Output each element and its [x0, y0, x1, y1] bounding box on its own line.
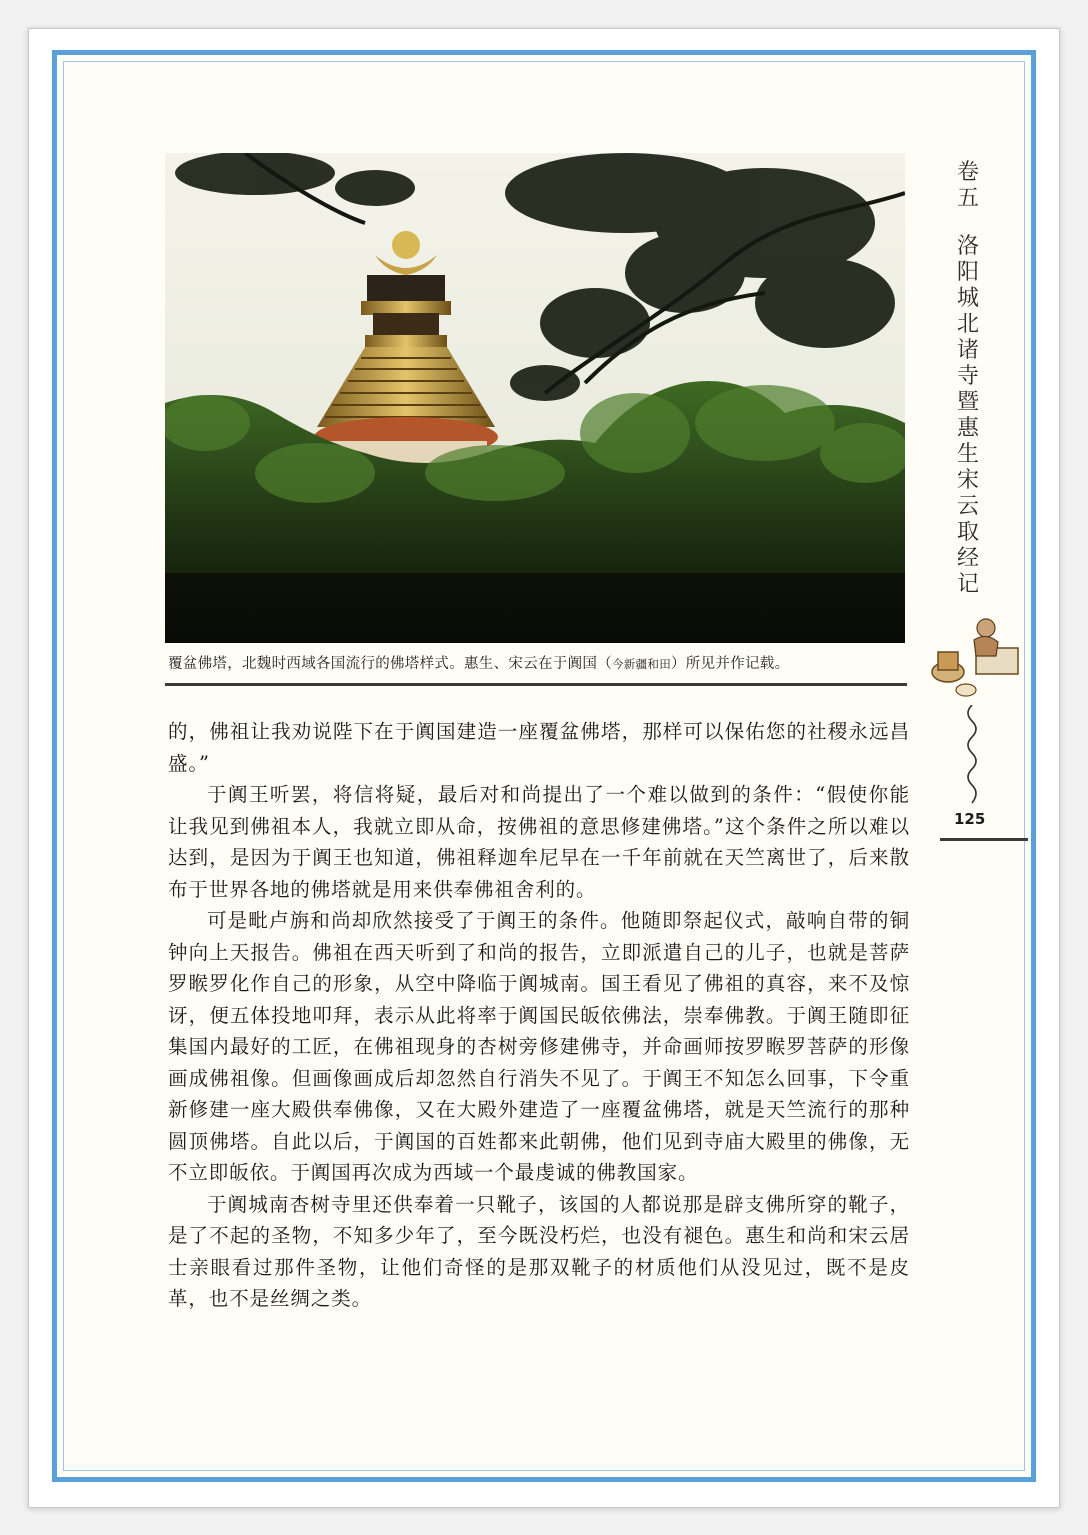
title-char: 暨 [956, 390, 979, 415]
decorative-squiggle [962, 705, 982, 805]
title-char: 城 [956, 286, 979, 311]
page-number-rule [940, 838, 1028, 841]
body-text [168, 716, 910, 1315]
paragraph-4: 于阗城南杏树寺里还供奉着一只靴子，该国的人都说那是辟支佛所穿的靴子，是了不起的圣物，不知多少年了，至今既没朽烂，也没有褪色。惠生和尚和宋云居士亲眼看过那件圣物，让他们奇怪的是那双靴子的材质他们从没见过，既不是皮革，也不是丝绸之类。 [168, 1192, 910, 1310]
title-char: 生 [956, 442, 979, 467]
chapter-title-vertical [948, 160, 988, 598]
title-char: 阳 [956, 260, 979, 285]
page-number: 125 [954, 810, 986, 828]
title-char: 记 [956, 572, 979, 597]
title-char: 云 [956, 494, 979, 519]
caption-rule [165, 683, 907, 686]
paragraph-2: 于阗王听罢，将信将疑，最后对和尚提出了一个难以做到的条件：“假使你能让我见到佛祖本人，我就立即从命，按佛祖的意思修建佛塔。”这个条件之所以难以达到，是因为于阗王也知道，佛祖释迦牟尼早在一千年前就在天竺离世了，后来散布于世界各地的佛塔就是用来供奉佛祖舍利的。 [168, 783, 910, 901]
caption-main: 覆盆佛塔，北魏时西域各国流行的佛塔样式。惠生、宋云在于阗国（ [168, 656, 612, 672]
title-char: 经 [956, 546, 979, 571]
title-char: 洛 [956, 234, 979, 259]
title-char: 北 [956, 312, 979, 337]
volume-char: 五 [956, 186, 979, 211]
stupa-photo-illustration [165, 153, 905, 643]
figure-caption [168, 652, 928, 673]
scholar-ornament-icon [926, 610, 1026, 700]
paragraph-1: 的，佛祖让我劝说陛下在于阗国建造一座覆盆佛塔，那样可以保佑您的社稷永远昌盛。” [168, 720, 910, 775]
caption-note: 今新疆和田 [612, 657, 671, 671]
title-char: 诸 [956, 338, 979, 363]
title-char: 宋 [956, 468, 979, 493]
paragraph-3: 可是毗卢旃和尚却欣然接受了于阗王的条件。他随即祭起仪式，敲响自带的铜钟向上天报告。佛祖在西天听到了和尚的报告，立即派遣自己的儿子，也就是菩萨罗睺罗化作自己的形象，从空中降临于阗城南。国王看见了佛祖的真容，来不及惊讶，便五体投地叩拜，表示从此将率于阗国民皈依佛法，崇奉佛教。于阗王随即征集国内最好的工匠，在佛祖现身的杏树旁修建佛寺，并命画师按罗睺罗菩萨的形像画成佛祖像。但画像画成后却忽然自行消失不见了。于阗王不知怎么回事，下令重新修建一座大殿供奉佛像，又在大殿外建造了一座覆盆佛塔，就是天竺流行的那种圆顶佛塔。自此以后，于阗国的百姓都来此朝佛，他们见到寺庙大殿里的佛像，无不立即皈依。于阗国再次成为西域一个最虔诚的佛教国家。 [168, 909, 910, 1184]
stupa-photo [165, 153, 905, 643]
title-char: 寺 [956, 364, 979, 389]
caption-end: ）所见并作记载。 [671, 656, 790, 672]
volume-char: 卷 [956, 160, 979, 185]
title-char: 取 [956, 520, 979, 545]
title-char: 惠 [956, 416, 979, 441]
